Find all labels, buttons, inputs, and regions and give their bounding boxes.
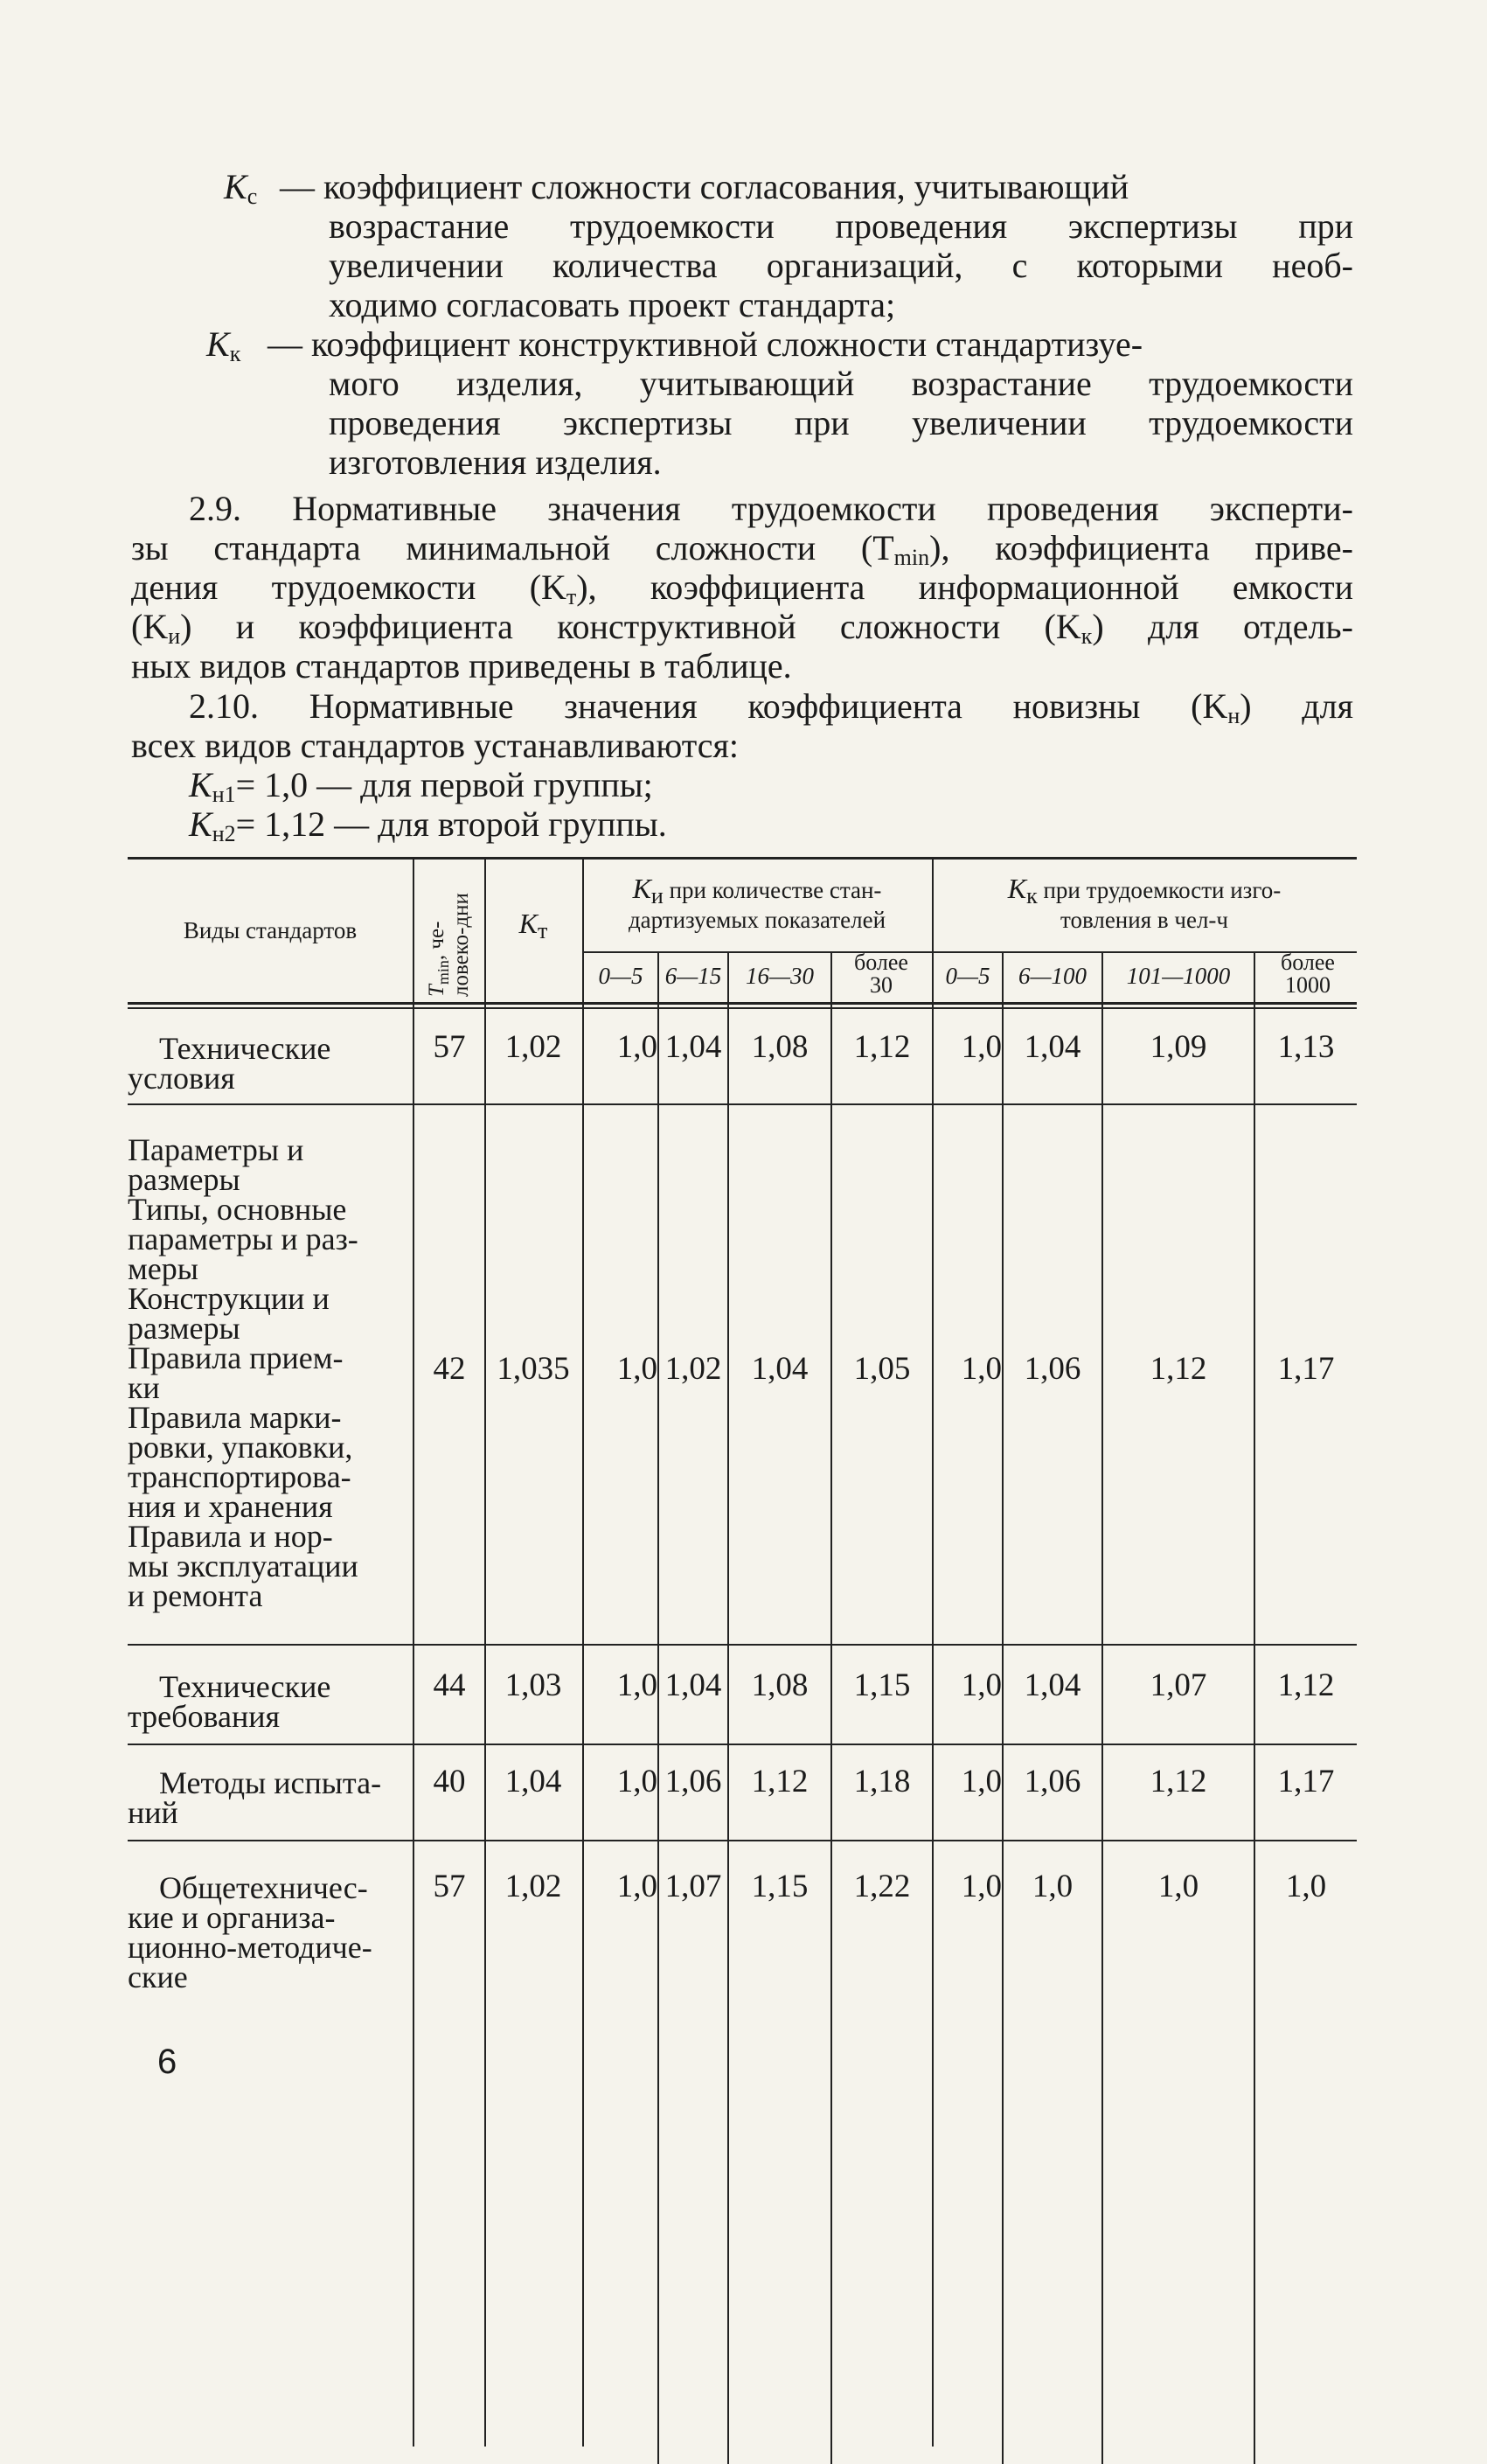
- definition-line: ходимо согласовать проект стандарта;: [329, 285, 896, 324]
- row-divider: [128, 1744, 1357, 1745]
- cell-ki: 1,02: [664, 1351, 722, 1387]
- cell-ki: 1,05: [853, 1351, 911, 1387]
- cell-kk: 1,0: [1285, 1869, 1327, 1904]
- cell-ki: 1,0: [616, 1351, 657, 1387]
- cell-ki: 1,0: [616, 1029, 657, 1065]
- header-ki-range: 0—5: [598, 963, 643, 989]
- header-kind: Виды стандартов: [183, 917, 358, 943]
- cell-ki: 1,06: [664, 1764, 722, 1799]
- cell-ki: 1,04: [664, 1029, 722, 1065]
- cell-ki: 1,04: [664, 1667, 722, 1703]
- cell-ki: 1,12: [853, 1029, 911, 1065]
- table-vrule: [830, 951, 832, 2464]
- cell-kt: 1,02: [504, 1029, 562, 1065]
- definition-line: увеличении количества организаций, с которыми необ-: [329, 246, 1353, 285]
- cell-ki: 1,12: [751, 1764, 809, 1799]
- table-vrule: [582, 857, 584, 2447]
- kn1-line: $K_{н1}= 1,0$ — для первой группы;: [189, 765, 653, 807]
- header-kk-range: 101—1000: [1126, 963, 1231, 989]
- row-divider: [128, 1644, 1357, 1646]
- header-ki: $K_и$ при количестве стан-: [632, 873, 882, 908]
- cell-kk: 1,12: [1150, 1764, 1207, 1799]
- cell-ki: 1,22: [853, 1869, 911, 1904]
- row-kind: Общетехничес- кие и организа- ционно-методиче- ские: [128, 1870, 372, 1994]
- header-kk-line2: товления в чел-ч: [1060, 907, 1228, 933]
- cell-kk: 1,12: [1277, 1667, 1335, 1703]
- cell-ki: 1,18: [853, 1764, 911, 1799]
- cell-kk: 1,12: [1150, 1351, 1207, 1387]
- cell-ki: 1,07: [664, 1869, 722, 1904]
- table-header-rule: [128, 1007, 1357, 1009]
- cell-kk: 1,06: [1024, 1764, 1081, 1799]
- table-vrule: [727, 951, 729, 2464]
- row-kind: Технические условия: [128, 1031, 331, 1096]
- cell-kk: 1,0: [961, 1764, 1002, 1799]
- table-vrule: [1254, 951, 1255, 2464]
- definition-line: изготовления изделия.: [329, 442, 662, 482]
- cell-tmin: 57: [433, 1869, 466, 1904]
- row-divider: [128, 1103, 1357, 1105]
- row-kind: Методы испыта- ний: [128, 1765, 382, 1830]
- cell-tmin: 40: [433, 1764, 466, 1799]
- table-vrule: [1002, 951, 1004, 2464]
- definition-line: — коэффициент конструктивной сложности стандартизуе-: [268, 324, 1143, 364]
- table-vrule: [1101, 951, 1103, 2464]
- header-tmin-line2: ловеко-дни: [449, 893, 473, 997]
- symbol-sub: с: [247, 184, 258, 209]
- cell-kt: 1,04: [504, 1764, 562, 1799]
- header-kt: $K_т$: [518, 908, 548, 943]
- header-tmin: $T_{min}$, че-: [425, 921, 452, 997]
- cell-ki: 1,08: [751, 1667, 809, 1703]
- row-kind: Параметры и размеры Типы, основные параметры и раз- меры Конструкции и размеры Правила прием- ки Правила марки- ровки, упаковки, транспортирова- ния и хранения Правила и нор- мы эксплуатации и ремонта: [128, 1132, 358, 1613]
- definition-line: мого изделия, учитывающий возрастание трудоемкости: [329, 364, 1353, 403]
- cell-kk: 1,0: [961, 1869, 1002, 1904]
- cell-kk: 1,0: [961, 1029, 1002, 1065]
- definition-line: — коэффициент сложности согласования, учитывающий: [280, 167, 1129, 206]
- definition-line: возрастание трудоемкости проведения экспертизы при: [329, 206, 1353, 246]
- cell-kk: 1,0: [961, 1667, 1002, 1703]
- definition-line: проведения экспертизы при увеличении трудоемкости: [329, 403, 1353, 442]
- table-subheader-rule: [582, 951, 1357, 953]
- header-kk-range: 0—5: [945, 963, 990, 989]
- cell-tmin: 42: [433, 1351, 466, 1387]
- cell-kk: 1,17: [1277, 1764, 1335, 1799]
- kn2-line: $K_{н2}= 1,12$ — для второй группы.: [189, 804, 667, 846]
- page-number: 6: [157, 2043, 177, 2081]
- cell-kk: 1,09: [1150, 1029, 1207, 1065]
- cell-ki: 1,0: [616, 1869, 657, 1904]
- cell-ki: 1,15: [853, 1667, 911, 1703]
- cell-ki: 1,04: [751, 1351, 809, 1387]
- row-kind: Технические требования: [128, 1669, 331, 1734]
- cell-kk: 1,07: [1150, 1667, 1207, 1703]
- cell-ki: 1,0: [616, 1667, 657, 1703]
- header-ki-range: 6—15: [664, 963, 722, 989]
- cell-kk: 1,06: [1024, 1351, 1081, 1387]
- cell-kk: 1,04: [1024, 1029, 1081, 1065]
- cell-ki: 1,08: [751, 1029, 809, 1065]
- table-vrule: [932, 857, 934, 2447]
- header-ki-range: более 30: [854, 950, 908, 998]
- cell-tmin: 57: [433, 1029, 466, 1065]
- table-vrule: [657, 951, 659, 2464]
- cell-kk: 1,13: [1277, 1029, 1335, 1065]
- header-kk-range: 6—100: [1018, 963, 1087, 989]
- table-header-rule: [128, 1002, 1357, 1005]
- cell-ki: 1,15: [751, 1869, 809, 1904]
- header-kk: $K_к$ при трудоемкости изго-: [1007, 873, 1282, 908]
- document-page: $K_с$ — коэффициент сложности согласования, учитывающий возрастание трудоемкости проведения экспертизы при увеличении количества организаций, с которыми необ- ходимо согласовать проект стандарта; $K_к$ — коэффициент конструктивной сложности стандартизуе- мого изделия, учитывающий возрастание трудоемкости проведения экспертизы при увеличении трудоемкости изготовления изделия. 2.9. Нормативные значения трудоемкости проведения эксперти- зы стандарта минимальной сложности $(T_{min})$, коэффициента приве- дения трудоемкости $(K_т)$, коэффициента информационной емкости $(K_и)$ и коэффициента конструктивной сложности $(K_к)$ для отдель- ных видов стандартов приведены в таблице. 2.10. Нормативные значения коэффициента новизны $(K_н)$ для всех видов стандартов устанавливаются: $K_{н1}= 1,0$ — для первой группы; $K_{н2}= 1,12$ — для второй группы. Виды стандартов $T_{min}$, че- ловеко-дни $K_т$ $K_и$ при количестве стан- дартизуемых показателей $K_к$ при трудоемкости изго- товления в чел-ч 0—5 6—15 16—30 более 30 0—5 6—100 101—1000 более 1000 Технические условия 57 1,02 1,0 1,04 1,08 1,12 1,0 1,04 1,09 1,13 Параметры и размеры Типы, основные параметры и раз- меры Конструкции и размеры Правила прием- ки Правила марки- ровки, упаковки, транспортирова- ния и хранения Правила и нор- мы эксплуатации и ремонта 42 1,035 1,0 1,02 1,04 1,05 1,0 1,06 1,12 1,17 Технические требования 44 1,03 1,0 1,04 1,08 1,15 1,0 1,04 1,07 1,12 Методы испыта- ний 40 1,04 1,0 1,06 1,12 1,18 1,0 1,06 1,12 1,17 Общетехничес- кие и организа- ционно-методиче- ские 57 1,02 1,0 1,07 1,15 1,22 1,0 1,0 1,0 1,0 6: [0, 0, 1487, 2210]
- cell-kk: 1,0: [961, 1351, 1002, 1387]
- symbol: K: [224, 167, 247, 206]
- cell-kt: 1,02: [504, 1869, 562, 1904]
- cell-kk: 1,17: [1277, 1351, 1335, 1387]
- cell-kt: 1,03: [504, 1667, 562, 1703]
- cell-kk: 1,0: [1032, 1869, 1074, 1904]
- table-vrule: [413, 857, 414, 2447]
- header-ki-line2: дартизуемых показателей: [628, 907, 886, 933]
- cell-kt: 1,035: [497, 1351, 570, 1387]
- cell-kk: 1,04: [1024, 1667, 1081, 1703]
- header-ki-range: 16—30: [745, 963, 814, 989]
- symbol: K: [206, 324, 230, 364]
- row-divider: [128, 1840, 1357, 1841]
- cell-tmin: 44: [433, 1667, 466, 1703]
- symbol-sub: к: [229, 341, 241, 366]
- cell-kk: 1,0: [1157, 1869, 1199, 1904]
- table-top-rule: [128, 857, 1357, 860]
- table-vrule: [484, 857, 486, 2447]
- header-kk-range: более 1000: [1281, 950, 1335, 998]
- cell-ki: 1,0: [616, 1764, 657, 1799]
